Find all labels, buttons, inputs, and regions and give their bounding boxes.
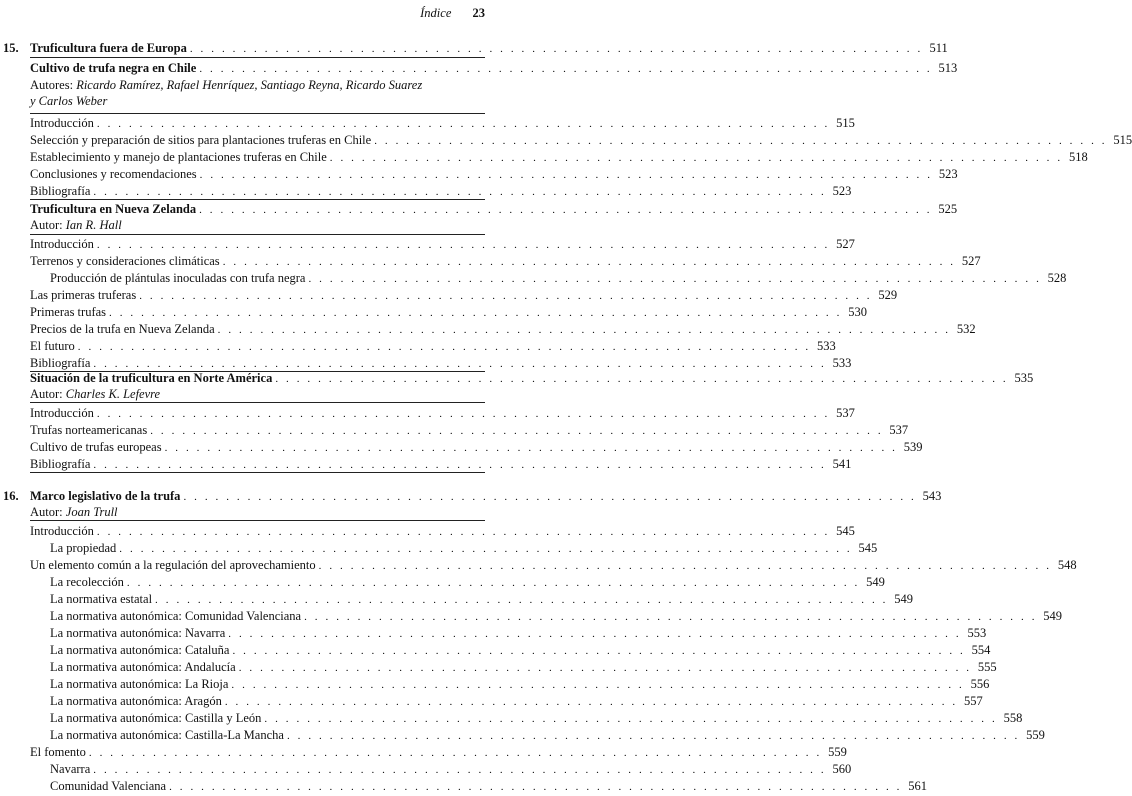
toc-line	[0, 760, 852, 778]
chapter-title: Truficultura fuera de Europa	[30, 41, 187, 55]
page-number: 530	[848, 305, 867, 319]
dot-leader: . . . . . . . . . . . . . . . . . . . . . . . . . . . . . . . . . . . . . . . . . . . . . . . . . . . . . . . . . . . . . . . . . . . . .	[164, 442, 898, 454]
toc-line	[0, 421, 909, 439]
entry-title: La normativa autonómica: Castilla-La Mancha	[50, 728, 284, 742]
toc-line	[0, 573, 885, 591]
toc-line	[0, 607, 1063, 625]
page-number: 527	[961, 254, 981, 268]
divider	[30, 520, 485, 521]
author-prefix: Autor:	[30, 505, 63, 519]
page-number: 549	[894, 592, 913, 606]
entry-title: Primeras trufas	[30, 305, 107, 319]
dot-leader: . . . . . . . . . . . . . . . . . . . . . . . . . . . . . . . . . . . . . . . . . . . . . . . . . . . . . . . . . . . . . . . . . . . . .	[199, 169, 933, 181]
entry-title: Terrenos y consideraciones climáticas	[30, 254, 220, 268]
toc-line	[0, 455, 852, 473]
dot-leader: . . . . . . . . . . . . . . . . . . . . . . . . . . . . . . . . . . . . . . . . . . . . . . . . . . . . . . . . . . . . . . . . . . . . .	[109, 307, 842, 319]
author-names: Joan Trull	[65, 505, 118, 519]
dot-leader: . . . . . . . . . . . . . . . . . . . . . . . . . . . . . . . . . . . . . . . . . . . . . . . . . . . . . . . . . . . . . . . . . . . . .	[119, 543, 853, 555]
toc-line	[0, 675, 990, 693]
toc-line	[0, 709, 1023, 727]
entry-title: Conclusiones y recomendaciones	[30, 167, 197, 181]
toc-line	[0, 624, 987, 642]
page-number: 553	[967, 626, 987, 640]
page-number: 535	[1014, 371, 1034, 385]
entry-title: La normativa autonómica: Castilla y León	[50, 711, 262, 725]
dot-leader: . . . . . . . . . . . . . . . . . . . . . . . . . . . . . . . . . . . . . . . . . . . . . . . . . . . . . . . . . . . . . . . . . . . . .	[286, 730, 1020, 742]
page-number: 559	[1026, 728, 1045, 742]
entry-title: Producción de plántulas inoculadas con trufa negra	[50, 271, 306, 285]
entry-title: La normativa autonómica: La Rioja	[50, 677, 229, 691]
dot-leader: . . . . . . . . . . . . . . . . . . . . . . . . . . . . . . . . . . . . . . . . . . . . . . . . . . . . . . . . . . . . . . . . . . . . .	[374, 135, 1108, 147]
dot-leader: . . . . . . . . . . . . . . . . . . . . . . . . . . . . . . . . . . . . . . . . . . . . . . . . . . . . . . . . . . . . . . . . . . . . .	[199, 204, 933, 216]
author-prefix: Autores:	[30, 78, 74, 92]
page-number: 558	[1003, 711, 1023, 725]
dot-leader: . . . . . . . . . . . . . . . . . . . . . . . . . . . . . . . . . . . . . . . . . . . . . . . . . . . . . . . . . . . . . . . . . . . . .	[232, 645, 966, 657]
entry-title: Bibliografía	[30, 457, 91, 471]
author-line	[30, 385, 160, 403]
page-number: 533	[817, 339, 836, 353]
dot-leader: . . . . . . . . . . . . . . . . . . . . . . . . . . . . . . . . . . . . . . . . . . . . . . . . . . . . . . . . . . . . . . . . . . . . .	[238, 662, 972, 674]
entry-title: Establecimiento y manejo de plantaciones truferas en Chile	[30, 150, 327, 164]
entry-title: Comunidad Valenciana	[50, 779, 167, 793]
dot-leader: . . . . . . . . . . . . . . . . . . . . . . . . . . . . . . . . . . . . . . . . . . . . . . . . . . . . . . . . . . . . . . . . . . . . .	[308, 273, 1042, 285]
dot-leader: . . . . . . . . . . . . . . . . . . . . . . . . . . . . . . . . . . . . . . . . . . . . . . . . . . . . . . . . . . . . . . . . . . . . .	[275, 373, 1009, 385]
page-number: 523	[938, 167, 958, 181]
section-chile-heading	[0, 59, 958, 77]
toc-line	[0, 777, 928, 795]
dot-leader: . . . . . . . . . . . . . . . . . . . . . . . . . . . . . . . . . . . . . . . . . . . . . . . . . . . . . . . . . . . . . . . . . . . . .	[264, 713, 998, 725]
dot-leader: . . . . . . . . . . . . . . . . . . . . . . . . . . . . . . . . . . . . . . . . . . . . . . . . . . . . . . . . . . . . . . . . . . . . .	[126, 577, 860, 589]
toc-line	[0, 235, 855, 253]
dot-leader: . . . . . . . . . . . . . . . . . . . . . . . . . . . . . . . . . . . . . . . . . . . . . . . . . . . . . . . . . . . . . . . . . . . . .	[88, 747, 822, 759]
page-number: 528	[1047, 271, 1067, 285]
entry-title: Introducción	[30, 237, 94, 251]
page-number: 543	[922, 489, 942, 503]
page-number: 557	[964, 694, 983, 708]
toc-entry	[30, 39, 948, 58]
running-head-page-number: 23	[472, 6, 485, 20]
dot-leader: . . . . . . . . . . . . . . . . . . . . . . . . . . . . . . . . . . . . . . . . . . . . . . . . . . . . . . . . . . . . . . . . . . . . .	[150, 425, 884, 437]
divider	[30, 57, 485, 58]
entry-title: La recolección	[50, 575, 124, 589]
page-number: 533	[832, 356, 852, 370]
toc-line	[0, 556, 1077, 574]
toc-line	[0, 286, 898, 304]
page-number: 560	[832, 762, 852, 776]
page-number: 515	[836, 116, 855, 130]
toc-line	[0, 165, 958, 183]
entry-title: La normativa autonómica: Aragón	[50, 694, 222, 708]
toc-line	[0, 404, 855, 422]
author-line	[30, 503, 118, 521]
toc-line	[0, 692, 983, 710]
divider	[30, 472, 485, 473]
page-number: 555	[977, 660, 997, 674]
page-number: 537	[889, 423, 909, 437]
page-number: 525	[938, 202, 958, 216]
author-prefix: Autor:	[30, 218, 63, 232]
chapter-number: 15.	[3, 41, 19, 55]
page-number: 561	[908, 779, 928, 793]
toc-line	[0, 182, 852, 200]
entry-title: Navarra	[50, 762, 91, 776]
section-title: Truficultura en Nueva Zelanda	[30, 202, 197, 216]
chapter-15-heading	[0, 39, 948, 57]
dot-leader: . . . . . . . . . . . . . . . . . . . . . . . . . . . . . . . . . . . . . . . . . . . . . . . . . . . . . . . . . . . . . . . . . . . . .	[96, 526, 830, 538]
dot-leader: . . . . . . . . . . . . . . . . . . . . . . . . . . . . . . . . . . . . . . . . . . . . . . . . . . . . . . . . . . . . . . . . . . . . .	[183, 491, 917, 503]
page-number: 548	[1057, 558, 1077, 572]
page-number: 556	[970, 677, 990, 691]
toc-line	[0, 337, 836, 355]
dot-leader: . . . . . . . . . . . . . . . . . . . . . . . . . . . . . . . . . . . . . . . . . . . . . . . . . . . . . . . . . . . . . . . . . . . . .	[189, 43, 923, 55]
dot-leader: . . . . . . . . . . . . . . . . . . . . . . . . . . . . . . . . . . . . . . . . . . . . . . . . . . . . . . . . . . . . . . . . . . . . .	[217, 324, 951, 336]
author-names-cont: y Carlos Weber	[30, 94, 108, 108]
dot-leader: . . . . . . . . . . . . . . . . . . . . . . . . . . . . . . . . . . . . . . . . . . . . . . . . . . . . . . . . . . . . . . . . . . . . .	[228, 628, 962, 640]
page-number: 545	[836, 524, 855, 538]
author-prefix: Autor:	[30, 387, 63, 401]
dot-leader: . . . . . . . . . . . . . . . . . . . . . . . . . . . . . . . . . . . . . . . . . . . . . . . . . . . . . . . . . . . . . . . . . . . . .	[93, 764, 827, 776]
entry-title: Introducción	[30, 406, 94, 420]
toc-line	[0, 641, 991, 659]
page-number: 537	[836, 406, 855, 420]
entry-title: Las primeras truferas	[30, 288, 137, 302]
toc-line	[0, 658, 997, 676]
dot-leader: . . . . . . . . . . . . . . . . . . . . . . . . . . . . . . . . . . . . . . . . . . . . . . . . . . . . . . . . . . . . . . . . . . . . .	[169, 781, 903, 793]
chapter-16-author	[0, 503, 489, 521]
entry-title: El fomento	[30, 745, 86, 759]
section-title: Cultivo de trufa negra en Chile	[30, 61, 197, 75]
dot-leader: . . . . . . . . . . . . . . . . . . . . . . . . . . . . . . . . . . . . . . . . . . . . . . . . . . . . . . . . . . . . . . . . . . . . .	[77, 341, 811, 353]
dot-leader: . . . . . . . . . . . . . . . . . . . . . . . . . . . . . . . . . . . . . . . . . . . . . . . . . . . . . . . . . . . . . . . . . . . . .	[96, 408, 830, 420]
entry-title: Bibliografía	[30, 184, 91, 198]
toc-line	[0, 743, 847, 761]
dot-leader: . . . . . . . . . . . . . . . . . . . . . . . . . . . . . . . . . . . . . . . . . . . . . . . . . . . . . . . . . . . . . . . . . . . . .	[329, 152, 1063, 164]
author-line	[30, 216, 122, 234]
entry-title: Introducción	[30, 116, 94, 130]
author-names: Ian R. Hall	[65, 218, 122, 232]
page-number: 518	[1068, 150, 1088, 164]
dot-leader: . . . . . . . . . . . . . . . . . . . . . . . . . . . . . . . . . . . . . . . . . . . . . . . . . . . . . . . . . . . . . . . . . . . . .	[318, 560, 1052, 572]
entry-title: Un elemento común a la regulación del aprovechamiento	[30, 558, 316, 572]
toc-line	[0, 252, 981, 270]
page-number: 539	[903, 440, 923, 454]
toc-entry	[50, 777, 928, 796]
page-number: 545	[858, 541, 878, 555]
toc-line	[0, 539, 878, 557]
entry-title: El futuro	[30, 339, 75, 353]
dot-leader: . . . . . . . . . . . . . . . . . . . . . . . . . . . . . . . . . . . . . . . . . . . . . . . . . . . . . . . . . . . . . . . . . . . . .	[199, 63, 933, 75]
page-number: 554	[971, 643, 991, 657]
running-head	[420, 6, 485, 21]
section-chile-authors-cont	[0, 92, 489, 110]
toc-line	[0, 131, 1132, 149]
entry-title: Precios de la trufa en Nueva Zelanda	[30, 322, 215, 336]
dot-leader: . . . . . . . . . . . . . . . . . . . . . . . . . . . . . . . . . . . . . . . . . . . . . . . . . . . . . . . . . . . . . . . . . . . . .	[93, 459, 827, 471]
dot-leader: . . . . . . . . . . . . . . . . . . . . . . . . . . . . . . . . . . . . . . . . . . . . . . . . . . . . . . . . . . . . . . . . . . . . .	[93, 358, 827, 370]
entry-title: La normativa autonómica: Comunidad Valenciana	[50, 609, 302, 623]
page-number: 532	[956, 322, 976, 336]
entry-title: Cultivo de trufas europeas	[30, 440, 162, 454]
toc-line	[0, 269, 1067, 287]
page-number: 515	[1113, 133, 1132, 147]
running-head-title: Índice	[420, 6, 452, 20]
toc-line	[0, 590, 913, 608]
section-na-author	[0, 385, 489, 403]
entry-title: Bibliografía	[30, 356, 91, 370]
entry-title: Trufas norteamericanas	[30, 423, 148, 437]
entry-title: Introducción	[30, 524, 94, 538]
toc-line	[0, 522, 855, 540]
page-number: 559	[828, 745, 847, 759]
entry-title: La propiedad	[50, 541, 117, 555]
entry-title: La normativa estatal	[50, 592, 153, 606]
dot-leader: . . . . . . . . . . . . . . . . . . . . . . . . . . . . . . . . . . . . . . . . . . . . . . . . . . . . . . . . . . . . . . . . . . . . .	[93, 186, 827, 198]
section-title: Situación de la truficultura en Norte América	[30, 371, 273, 385]
author-names: Ricardo Ramírez, Rafael Henríquez, Santiago Reyna, Ricardo Suarez	[76, 78, 423, 92]
dot-leader: . . . . . . . . . . . . . . . . . . . . . . . . . . . . . . . . . . . . . . . . . . . . . . . . . . . . . . . . . . . . . . . . . . . . .	[139, 290, 873, 302]
dot-leader: . . . . . . . . . . . . . . . . . . . . . . . . . . . . . . . . . . . . . . . . . . . . . . . . . . . . . . . . . . . . . . . . . . . . .	[96, 118, 830, 130]
toc-line	[0, 438, 923, 456]
page-number: 527	[836, 237, 855, 251]
page-number: 541	[832, 457, 852, 471]
entry-title: Selección y preparación de sitios para plantaciones truferas en Chile	[30, 133, 372, 147]
entry-title: La normativa autonómica: Cataluña	[50, 643, 230, 657]
toc-line	[0, 148, 1088, 166]
toc-line	[0, 726, 1045, 744]
chapter-title: Marco legislativo de la trufa	[30, 489, 181, 503]
dot-leader: . . . . . . . . . . . . . . . . . . . . . . . . . . . . . . . . . . . . . . . . . . . . . . . . . . . . . . . . . . . . . . . . . . . . .	[96, 239, 830, 251]
toc-line	[0, 114, 855, 132]
dot-leader: . . . . . . . . . . . . . . . . . . . . . . . . . . . . . . . . . . . . . . . . . . . . . . . . . . . . . . . . . . . . . . . . . . . . .	[224, 696, 958, 708]
dot-leader: . . . . . . . . . . . . . . . . . . . . . . . . . . . . . . . . . . . . . . . . . . . . . . . . . . . . . . . . . . . . . . . . . . . . .	[231, 679, 965, 691]
page-number: 549	[866, 575, 885, 589]
page-number: 511	[929, 41, 948, 55]
dot-leader: . . . . . . . . . . . . . . . . . . . . . . . . . . . . . . . . . . . . . . . . . . . . . . . . . . . . . . . . . . . . . . . . . . . . .	[155, 594, 888, 606]
toc-line	[0, 320, 976, 338]
author-names: Charles K. Lefevre	[65, 387, 161, 401]
divider	[30, 402, 485, 403]
page-number: 529	[878, 288, 898, 302]
page-number: 549	[1043, 609, 1063, 623]
dot-leader: . . . . . . . . . . . . . . . . . . . . . . . . . . . . . . . . . . . . . . . . . . . . . . . . . . . . . . . . . . . . . . . . . . . . .	[222, 256, 956, 268]
entry-title: La normativa autonómica: Navarra	[50, 626, 226, 640]
entry-title: La normativa autonómica: Andalucía	[50, 660, 236, 674]
toc-line	[0, 303, 867, 321]
dot-leader: . . . . . . . . . . . . . . . . . . . . . . . . . . . . . . . . . . . . . . . . . . . . . . . . . . . . . . . . . . . . . . . . . . . . .	[304, 611, 1038, 623]
page-number: 523	[832, 184, 852, 198]
page-number: 513	[938, 61, 958, 75]
section-nz-author	[0, 216, 489, 234]
chapter-number: 16.	[3, 489, 19, 503]
